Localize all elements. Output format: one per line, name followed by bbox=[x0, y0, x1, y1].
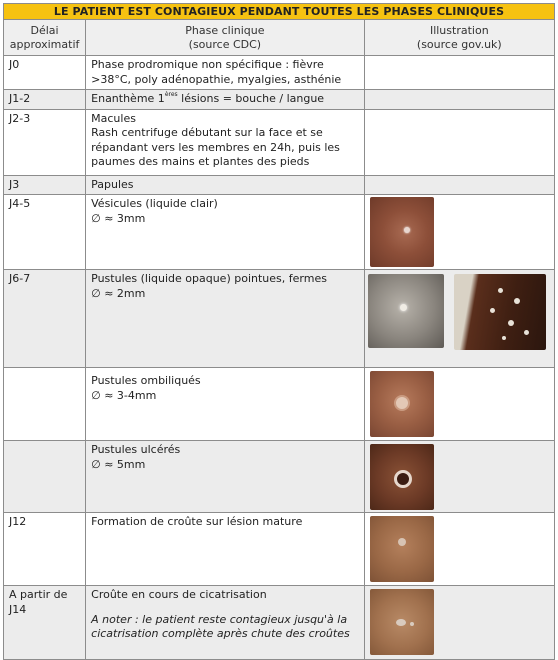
delay-cell bbox=[4, 368, 86, 441]
illustration-cell bbox=[364, 586, 554, 660]
skin-patch bbox=[370, 589, 434, 655]
phase-cell bbox=[86, 270, 365, 368]
illustration-cell bbox=[364, 513, 554, 586]
header-phase-line2: (source CDC) bbox=[188, 37, 262, 51]
table-row bbox=[4, 195, 555, 270]
crust-formation-photo bbox=[365, 513, 554, 585]
illustration-cell bbox=[364, 175, 554, 195]
header-illustration-line2: (source gov.uk) bbox=[416, 37, 502, 51]
delay-cell: J0 bbox=[4, 56, 86, 90]
phase-line: Vésicules (liquide clair) bbox=[91, 197, 218, 210]
delay-cell: J2-3 bbox=[4, 109, 86, 175]
pustule-lesion bbox=[508, 320, 514, 326]
phase-line: Phase prodromique non spécifique : fièvre bbox=[91, 58, 324, 71]
skin-patch bbox=[370, 444, 434, 510]
phase-cell bbox=[86, 368, 365, 441]
delay-cell: J3 bbox=[4, 175, 86, 195]
note-line: A noter : le patient reste contagieux jusqu'à la bbox=[91, 612, 348, 626]
phase-line: Pustules ombiliqués bbox=[91, 374, 201, 387]
phase-line: >38°C, poly adénopathie, myalgies, asthénie bbox=[91, 72, 342, 86]
umbilicated-lesion bbox=[394, 395, 410, 411]
skin-patch-dark bbox=[454, 274, 546, 350]
header-delay-line1: Délai bbox=[30, 23, 59, 37]
illustration-cell bbox=[364, 441, 554, 513]
pustule-lesion bbox=[502, 336, 506, 340]
pustule-lesion bbox=[524, 330, 529, 335]
phase-line: ∅ ≈ 5mm bbox=[91, 457, 146, 471]
table-row bbox=[4, 441, 555, 513]
umbilicated-pustule-photo bbox=[365, 368, 554, 440]
illustration-cell bbox=[364, 270, 554, 368]
phase-cell bbox=[86, 56, 365, 90]
delay-cell: J1-2 bbox=[4, 90, 86, 110]
skin-patch bbox=[370, 197, 434, 267]
phase-text: Enanthème 1 bbox=[91, 92, 165, 105]
table-row bbox=[4, 586, 555, 660]
phase-cell bbox=[86, 109, 365, 175]
delay-cell: J4-5 bbox=[4, 195, 86, 270]
phase-line: paumes des mains et plantes des pieds bbox=[91, 155, 310, 168]
clinical-phases-table bbox=[3, 3, 555, 660]
phase-cell bbox=[86, 586, 365, 660]
header-phase-line1: Phase clinique bbox=[185, 23, 265, 37]
skin-patch bbox=[370, 516, 434, 582]
pustule-lesion bbox=[514, 298, 520, 304]
banner-row bbox=[4, 4, 555, 20]
header-phase bbox=[86, 20, 365, 56]
delay-cell bbox=[4, 441, 86, 513]
delay-cell: J6-7 bbox=[4, 270, 86, 368]
phase-line: Croûte en cours de cicatrisation bbox=[91, 588, 267, 601]
phase-cell bbox=[86, 441, 365, 513]
header-row bbox=[4, 20, 555, 56]
table-row bbox=[4, 368, 555, 441]
delay-line: J14 bbox=[9, 602, 27, 616]
phase-line: Pustules (liquide opaque) pointues, fermes bbox=[91, 272, 327, 285]
table-row bbox=[4, 270, 555, 368]
healing-crust-photo bbox=[365, 586, 554, 659]
phase-line: ∅ ≈ 3mm bbox=[91, 211, 146, 225]
vesicle-photo bbox=[365, 195, 554, 269]
phase-line: Macules bbox=[91, 111, 136, 125]
delay-cell bbox=[4, 586, 86, 660]
ulcerated-lesion bbox=[394, 470, 412, 488]
table-row bbox=[4, 56, 555, 90]
header-illustration bbox=[364, 20, 554, 56]
phase-text: lésions = bouche / langue bbox=[177, 92, 325, 105]
phase-line: Rash centrifuge débutant sur la face et se bbox=[91, 126, 323, 139]
phase-line: Pustules ulcérés bbox=[91, 443, 181, 456]
phase-cell bbox=[86, 90, 365, 110]
header-illustration-line1: Illustration bbox=[429, 23, 489, 37]
illustration-cell bbox=[364, 368, 554, 441]
vesicle-lesion bbox=[404, 227, 410, 233]
table-row bbox=[4, 513, 555, 586]
table-row bbox=[4, 109, 555, 175]
clinical-phases-table-container bbox=[3, 3, 555, 660]
phase-line: ∅ ≈ 3-4mm bbox=[91, 388, 157, 402]
healing-lesion bbox=[396, 619, 406, 626]
illustration-cell bbox=[364, 195, 554, 270]
phase-cell: Formation de croûte sur lésion mature bbox=[86, 513, 365, 586]
phase-cell: Papules bbox=[86, 175, 365, 195]
phase-line: ∅ ≈ 2mm bbox=[91, 286, 146, 300]
header-delay bbox=[4, 20, 86, 56]
crust-lesion bbox=[398, 538, 406, 546]
pustule-photos bbox=[365, 270, 554, 367]
ulcerated-pustule-photo bbox=[365, 441, 554, 512]
phase-line: répandant vers les membres en 24h, puis les bbox=[91, 140, 340, 154]
delay-cell: J12 bbox=[4, 513, 86, 586]
pustule-lesion bbox=[400, 304, 407, 311]
delay-line: A partir de bbox=[9, 588, 68, 601]
healing-lesion bbox=[410, 622, 414, 626]
skin-patch bbox=[370, 371, 434, 437]
pustule-lesion bbox=[490, 308, 495, 313]
note-line: cicatrisation complète après chute des croûtes bbox=[91, 627, 350, 640]
table-row bbox=[4, 90, 555, 110]
skin-patch-grey bbox=[368, 274, 444, 348]
illustration-cell bbox=[364, 56, 554, 90]
contagious-note bbox=[91, 613, 359, 642]
table-row bbox=[4, 175, 555, 195]
header-delay-line2: approximatif bbox=[9, 37, 80, 51]
phase-cell bbox=[86, 195, 365, 270]
contagious-banner: LE PATIENT EST CONTAGIEUX PENDANT TOUTES LES PHASES CLINIQUES bbox=[4, 4, 555, 20]
phase-superscript: ères bbox=[164, 91, 178, 98]
illustration-cell bbox=[364, 109, 554, 175]
pustule-lesion bbox=[498, 288, 503, 293]
illustration-cell bbox=[364, 90, 554, 110]
